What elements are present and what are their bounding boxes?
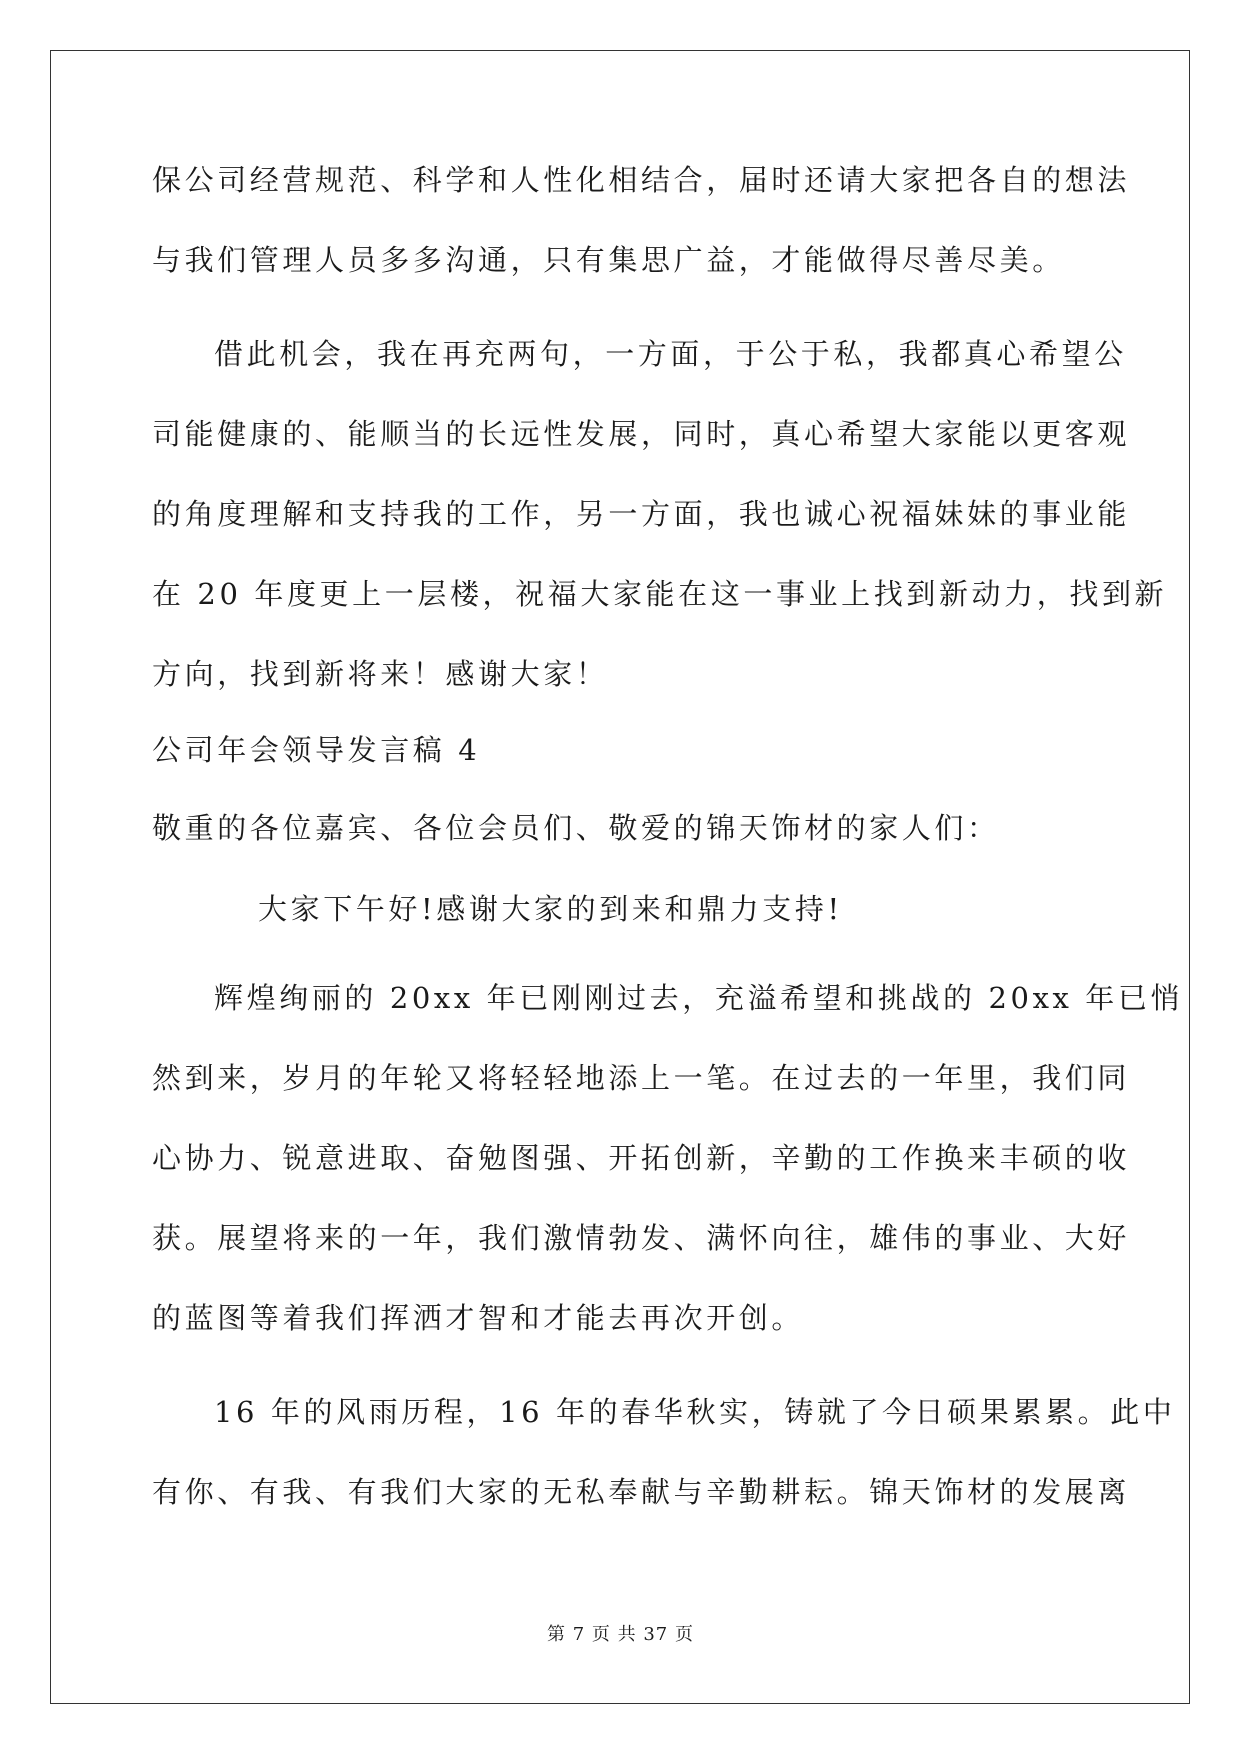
body-line: 方向，找到新将来！感谢大家！ bbox=[152, 657, 609, 691]
body-line: 有你、有我、有我们大家的无私奉献与辛勤耕耘。锦天饰材的发展离 bbox=[152, 1475, 1131, 1509]
body-line: 获。展望将来的一年，我们激情勃发、满怀向往，雄伟的事业、大好 bbox=[152, 1221, 1131, 1255]
body-line: 保公司经营规范、科学和人性化相结合，届时还请大家把各自的想法 bbox=[152, 163, 1131, 197]
body-line: 在 20 年度更上一层楼，祝福大家能在这一事业上找到新动力，找到新 bbox=[152, 577, 1168, 611]
salutation-line: 敬重的各位嘉宾、各位会员们、敬爱的锦天饰材的家人们： bbox=[152, 811, 1000, 845]
body-line: 的角度理解和支持我的工作，另一方面，我也诚心祝福妹妹的事业能 bbox=[152, 497, 1131, 531]
section-heading: 公司年会领导发言稿 4 bbox=[152, 733, 481, 767]
body-line: 与我们管理人员多多沟通，只有集思广益，才能做得尽善尽美。 bbox=[152, 243, 1065, 277]
body-line: 的蓝图等着我们挥洒才智和才能去再次开创。 bbox=[152, 1301, 805, 1335]
body-line: 心协力、锐意进取、奋勉图强、开拓创新，辛勤的工作换来丰硕的收 bbox=[152, 1141, 1131, 1175]
paragraph-start-line: 辉煌绚丽的 20xx 年已刚刚过去，充溢希望和挑战的 20xx 年已悄 bbox=[214, 981, 1184, 1015]
paragraph-start-line: 16 年的风雨历程，16 年的春华秋实，铸就了今日硕果累累。此中 bbox=[214, 1395, 1176, 1429]
paragraph-start-line: 借此机会，我在再充两句，一方面，于公于私，我都真心希望公 bbox=[214, 337, 1127, 371]
body-line: 司能健康的、能顺当的长远性发展，同时，真心希望大家能以更客观 bbox=[152, 417, 1131, 451]
body-line: 然到来，岁月的年轮又将轻轻地添上一笔。在过去的一年里，我们同 bbox=[152, 1061, 1131, 1095]
page-border bbox=[50, 50, 1190, 1704]
page-number-footer: 第 7 页 共 37 页 bbox=[547, 1624, 694, 1645]
greeting-line: 大家下午好!感谢大家的到来和鼎力支持! bbox=[258, 892, 843, 926]
